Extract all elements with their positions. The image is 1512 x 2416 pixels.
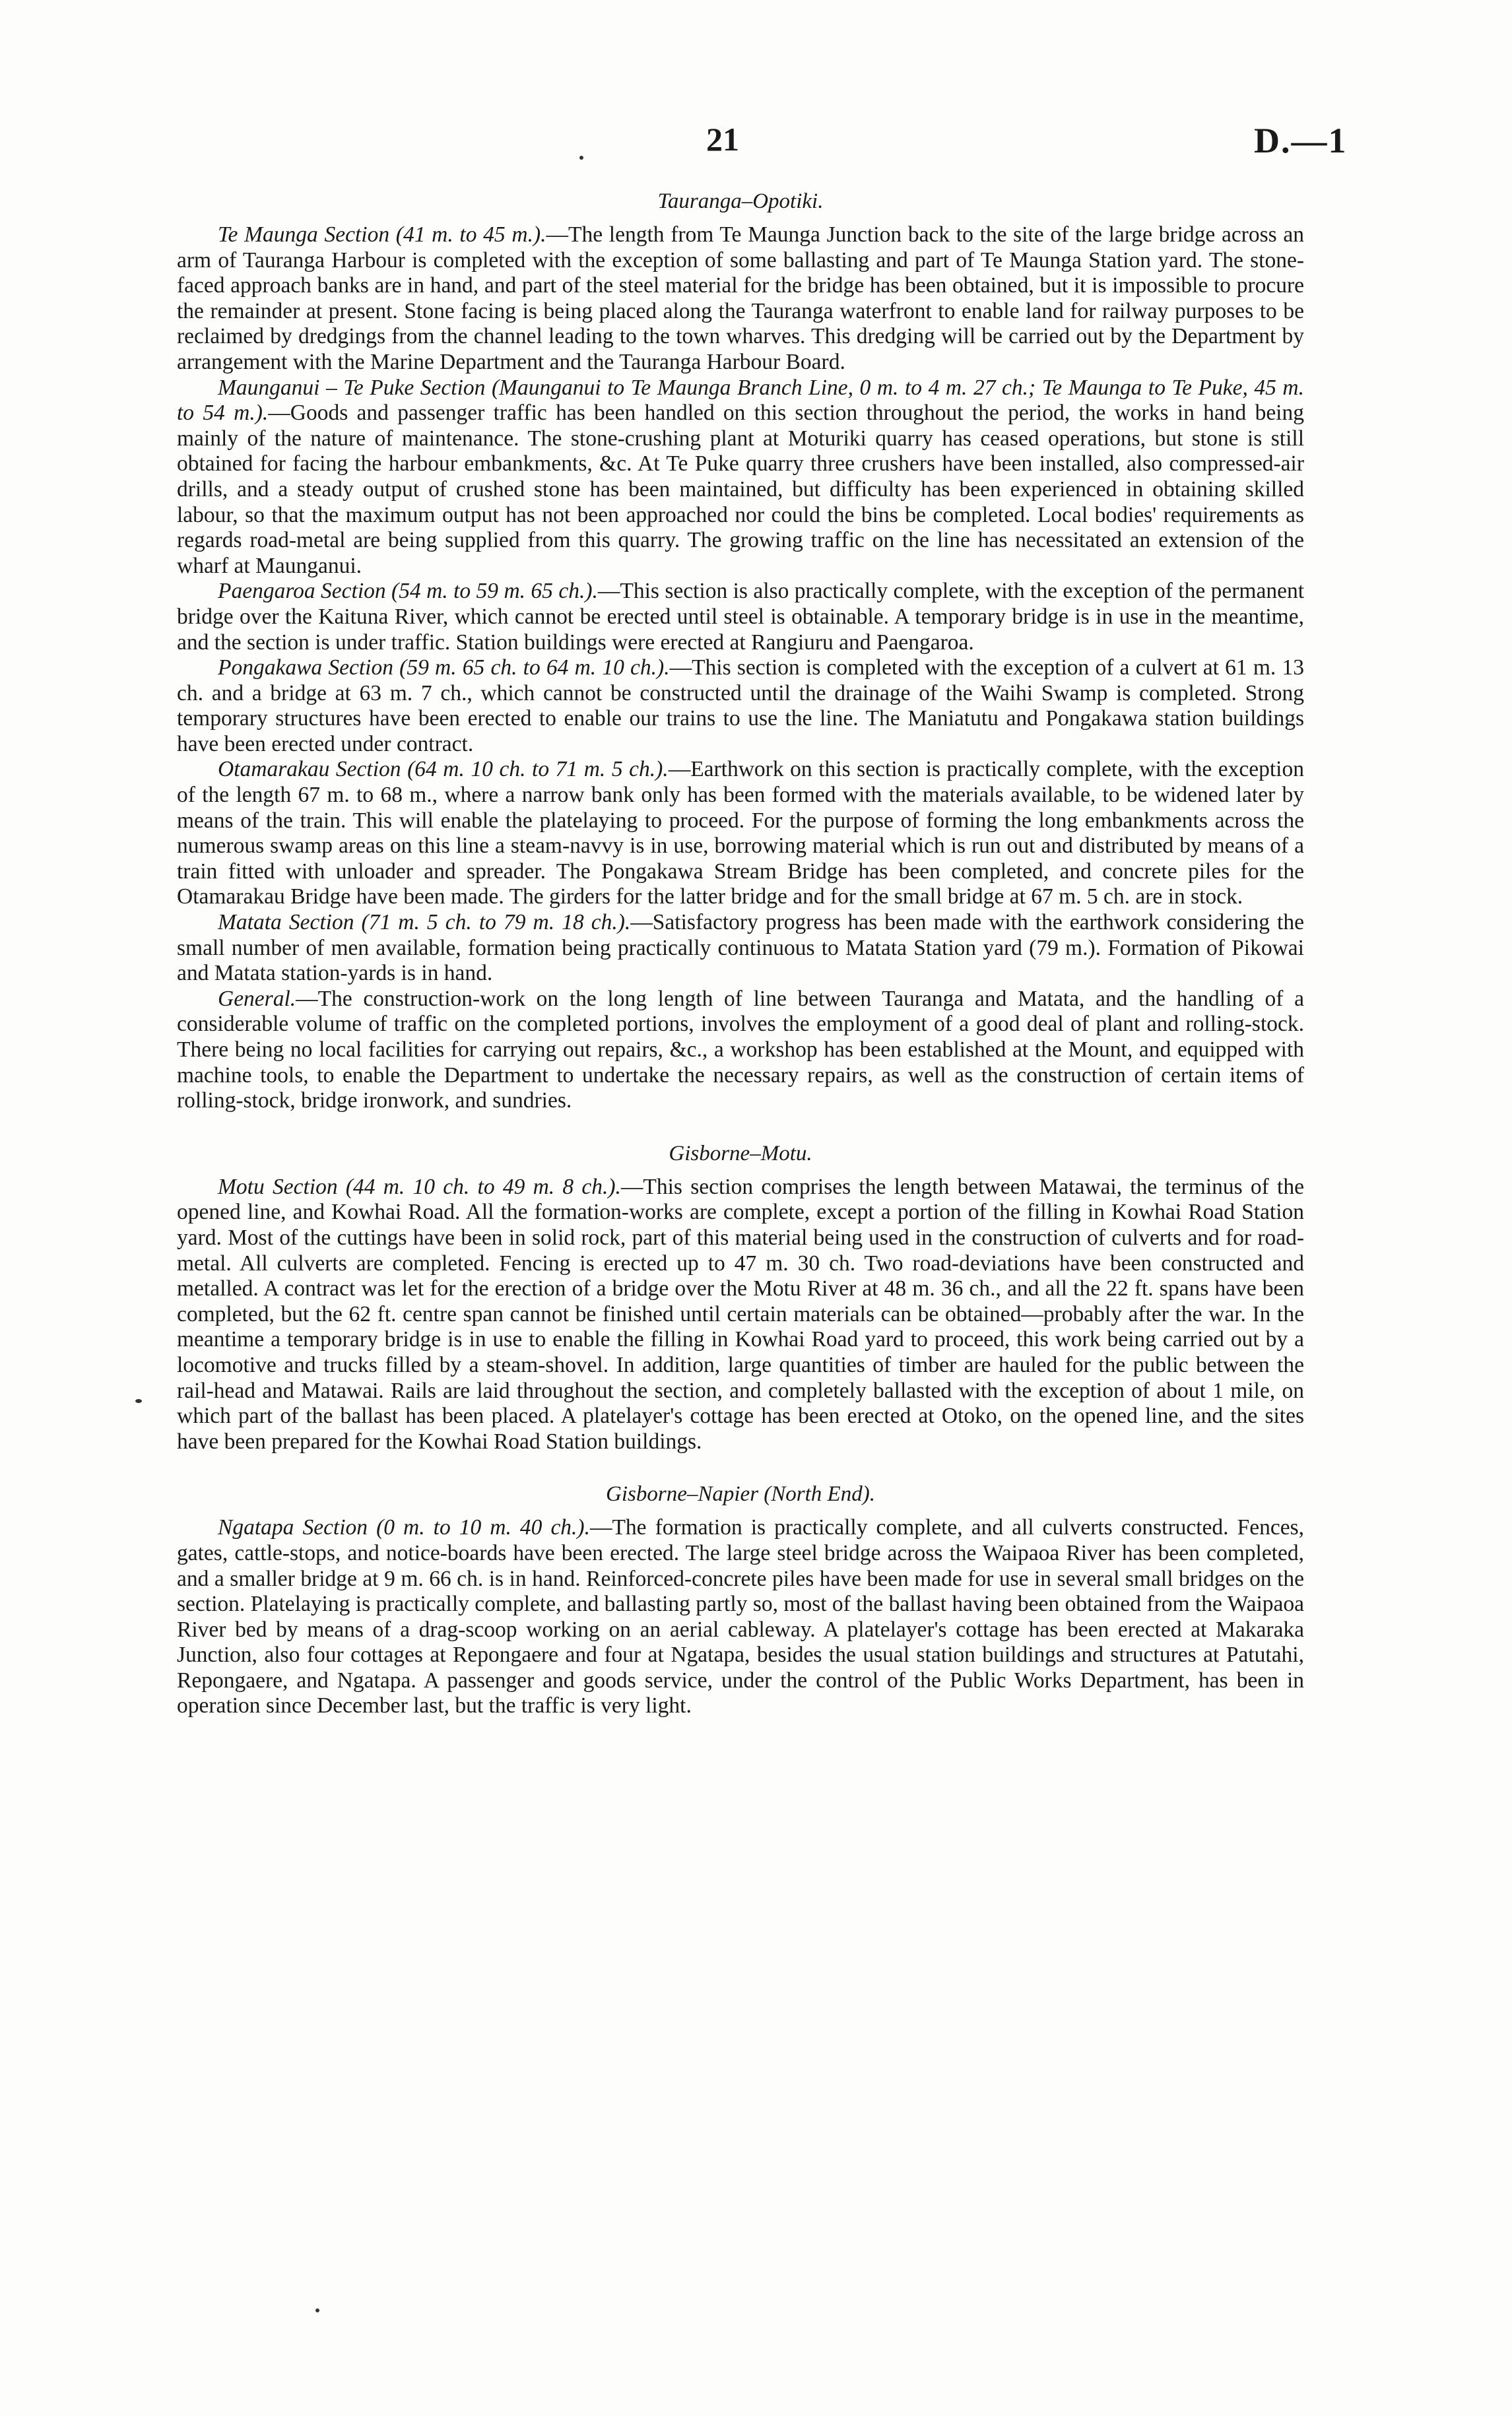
paragraph-heading: Motu Section (44 m. 10 ch. to 49 m. 8 ch.). (218, 1174, 621, 1199)
paragraph-heading: Ngatapa Section (0 m. to 10 m. 40 ch.). (218, 1515, 590, 1540)
paragraph-heading: General. (218, 986, 296, 1011)
paragraph (177, 1515, 1304, 1719)
paragraph (177, 910, 1304, 987)
section-title: Tauranga–Opotiki. (657, 189, 824, 213)
paragraph-text: —The construction-work on the long length of line between Tauranga and Matata, and the handling of a considerable volume of traffic on the completed portions, involves the employment of a good deal of plant and rolling-stock. There being no local facilities for carrying out repairs, &c., a workshop has been established at the Mount, and equipped with machine tools, to enable the Department to undertake the necessary repairs, as well as the construction of certain items of rolling-stock, bridge ironwork, and sundries. (177, 986, 1304, 1113)
paragraph-heading: Te Maunga Section (41 m. to 45 m.). (218, 222, 546, 247)
paragraph-text: —This section is completed with the exception of a culvert at 61 m. 13 ch. and a bridge at 63 m. 7 ch., which cannot be constructed until the drainage of the Waihi Swamp is completed. Strong temporary structures have been erected to enable our trains to use the line. The Maniatutu and Pongakawa station buildings have been erected under contract. (177, 655, 1304, 756)
ink-speck (315, 2308, 319, 2312)
section-title: Gisborne–Napier (North End). (606, 1482, 875, 1507)
paragraph-text: —This section is also practically complete, with the exception of the permanent bridge over the Kaituna River, which cannot be erected until steel is obtainable. A temporary bridge is in use in the meantime, and the section is under traffic. Station buildings were erected at Rangiuru and Paengaroa. (177, 579, 1305, 655)
section-gisborne-napier (177, 1481, 1304, 1719)
paragraph-heading: Pongakawa Section (59 m. 65 ch. to 64 m. 10 ch.). (218, 655, 670, 680)
paragraph (177, 579, 1304, 655)
paragraph-text: —Goods and passenger traffic has been handled on this section throughout the period, the works in hand being mainly of the nature of maintenance. The stone-crushing plant at Moturiki quarry has ceased operations, but stone is still obtained for facing the harbour embankments, &c. At Te Puke quarry three crushers have been installed, also compressed-air drills, and a steady output of crushed stone has been maintained, but difficulty has been experienced in obtaining skilled labour, so that the maximum output has not been approached nor could the bins be completed. Local bodies' requirements as regards road-metal are being supplied from this quarry. The growing traffic on the line has necessitated an extension of the wharf at Maunganui. (177, 401, 1304, 578)
section-gisborne-motu (177, 1140, 1304, 1455)
section-tauranga-opotiki (177, 188, 1304, 1114)
section-title: Gisborne–Motu. (669, 1141, 812, 1165)
paragraph (177, 655, 1304, 757)
paragraph-heading: Otamarakau Section (64 m. 10 ch. to 71 m. 5 ch.). (218, 757, 669, 782)
document-reference: D.—1 (1254, 121, 1348, 160)
paragraph-text: —This section comprises the length between Matawai, the terminus of the opened line, and Kowhai Road. All the formation-works are complete, except a portion of the filling in Kowhai Road Station yard. Most of the cuttings have been in solid rock, part of this material being used in the construction of culverts and for road-metal. All culverts are completed. Fencing is erected up to 47 m. 30 ch. Two road-deviations have been constructed and metalled. A contract was let for the erection of a bridge over the Motu River at 48 m. 36 ch., and all the 22 ft. spans have been completed, but the 62 ft. centre span cannot be finished until certain materials can be obtained—probably after the war. In the meantime a temporary bridge is in use to enable the filling in Kowhai Road yard to proceed, this work being carried out by a locomotive and trucks filled by a steam-shovel. In addition, large quantities of timber are hauled for the public between the rail-head and Matawai. Rails are laid throughout the section, and completely ballasted with the exception of about 1 mile, on which part of the ballast has been placed. A platelayer's cottage has been erected at Otoko, on the opened line, and the sites have been prepared for the Kowhai Road Station buildings. (177, 1174, 1304, 1454)
paragraph-text: —The length from Te Maunga Junction back to the site of the large bridge across an arm of Tauranga Harbour is completed with the exception of some ballasting and part of Te Maunga Station yard. The stone-faced approach banks are in hand, and part of the steel material for the bridge has been obtained, but it is impossible to procure the remainder at present. Stone facing is being placed along the Tauranga waterfront to enable land for railway purposes to be reclaimed by dredgings from the channel leading to the town wharves. This dredging will be carried out by the Department by arrangement with the Marine Department and the Tauranga Harbour Board. (177, 222, 1304, 374)
paragraph-text: —Earthwork on this section is practically complete, with the exception of the length 67 m. to 68 m., where a narrow bank only has been formed with the materials available, to be widened later by means of the train. This will enable the platelaying to proceed. For the purpose of forming the long embankments across the numerous swamp areas on this line a steam-navvy is in use, borrowing material which is run out and distributed by means of a train fitted with unloader and spreader. The Pongakawa Stream Bridge has been completed, and concrete piles for the Otamarakau Bridge have been made. The girders for the latter bridge and for the small bridge at 67 m. 5 ch. are in stock. (177, 757, 1304, 909)
paragraph-heading: Paengaroa Section (54 m. to 59 m. 65 ch.). (218, 579, 598, 604)
paragraph-text: —The formation is practically complete, and all culverts constructed. Fences, gates, cattle-stops, and notice-boards have been erected. The large steel bridge across the Waipaoa River has been completed, and a smaller bridge at 9 m. 66 ch. is in hand. Reinforced-concrete piles have been made for use in several small bridges on the section. Platelaying is practically complete, and ballasting partly so, most of the ballast having been obtained from the Waipaoa River bed by means of a drag-scoop working on an aerial cableway. A platelayer's cottage has been erected at Makaraka Junction, also four cottages at Repongaere and four at Ngatapa, besides the usual station buildings and structures at Patutahi, Repongaere, and Ngatapa. A passenger and goods service, under the control of the Public Works Department, has been in operation since December last, but the traffic is very light. (177, 1515, 1304, 1718)
ink-speck (135, 1399, 142, 1403)
paragraph (177, 987, 1304, 1114)
paragraph-text: —Satisfactory progress has been made with the earthwork considering the small number of men available, formation being practically continuous to Matata Station yard (79 m.). Formation of Pikowai and Matata station-yards is in hand. (177, 910, 1304, 986)
paragraph (177, 1175, 1304, 1455)
page-body (177, 188, 1304, 1719)
paragraph (177, 222, 1304, 375)
paragraph (177, 375, 1304, 579)
ink-speck (579, 156, 583, 160)
paragraph-heading: Matata Section (71 m. 5 ch. to 79 m. 18 ch.). (218, 910, 631, 935)
page-number: 21 (706, 121, 739, 158)
paragraph-heading: Maunganui – Te Puke Section (Maunganui to Te Maunga Branch Line, 0 m. to 4 m. 27 ch.; Te Maunga to Te Puke, 45 m. to 54 m.). (177, 375, 1304, 426)
paragraph (177, 757, 1304, 910)
